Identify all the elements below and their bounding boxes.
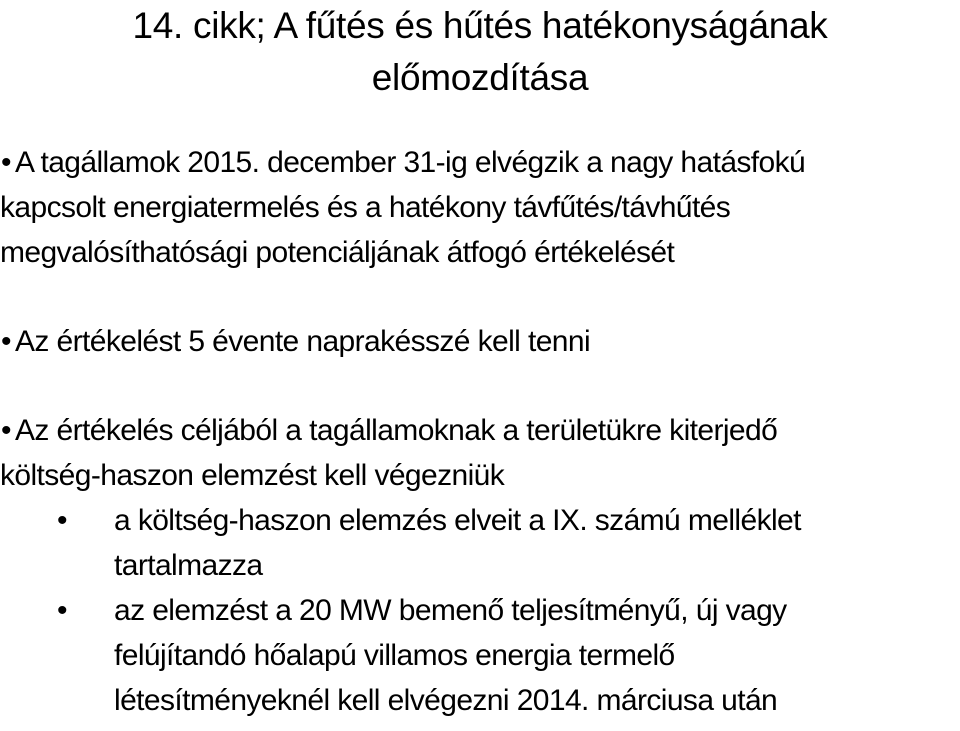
bullet-item xyxy=(0,140,960,275)
bullet-text-line: A tagállamok 2015. december 31-ig elvégzik a nagy hatásfokú xyxy=(15,146,806,179)
slide-body xyxy=(0,140,960,723)
sub-bullet-text-line: az elemzést a 20 MW bemenő teljesítményű, új vagy xyxy=(114,594,787,627)
bullet-marker: • xyxy=(1,414,11,447)
sub-bullet-marker: • xyxy=(57,504,67,537)
slide-title xyxy=(0,0,960,104)
sub-bullet-item xyxy=(0,588,960,723)
bullet-text-line: Az értékelést 5 évente naprakésszé kell tenni xyxy=(15,325,591,358)
bullet-item xyxy=(0,408,960,723)
slide-title-line-1: 14. cikk; A fűtés és hűtés hatékonyságának xyxy=(132,5,828,46)
bullet-text-line: Az értékelés céljából a tagállamoknak a területükre kiterjedő xyxy=(15,414,778,447)
bullet-marker: • xyxy=(1,325,11,358)
bullet-text-line: megvalósíthatósági potenciáljának átfogó értékelését xyxy=(0,236,675,269)
sub-bullet-text-line: felújítandó hőalapú villamos energia termelő xyxy=(114,639,675,672)
bullet-text-line: költség-haszon elemzést kell végezniük xyxy=(0,459,505,492)
bullet-item xyxy=(0,319,960,364)
sub-bullet-marker: • xyxy=(57,594,67,627)
slide-title-line-2: előmozdítása xyxy=(371,57,589,98)
sub-bullet-text-line: tartalmazza xyxy=(114,549,263,582)
sub-bullet-text-line: létesítményeknél kell elvégezni 2014. márciusa után xyxy=(114,684,778,717)
sub-bullet-item xyxy=(0,498,960,588)
bullet-text-line: kapcsolt energiatermelés és a hatékony távfűtés/távhűtés xyxy=(0,191,731,224)
sub-bullet-text-line: a költség-haszon elemzés elveit a IX. számú melléklet xyxy=(114,504,801,537)
bullet-marker: • xyxy=(1,146,11,179)
